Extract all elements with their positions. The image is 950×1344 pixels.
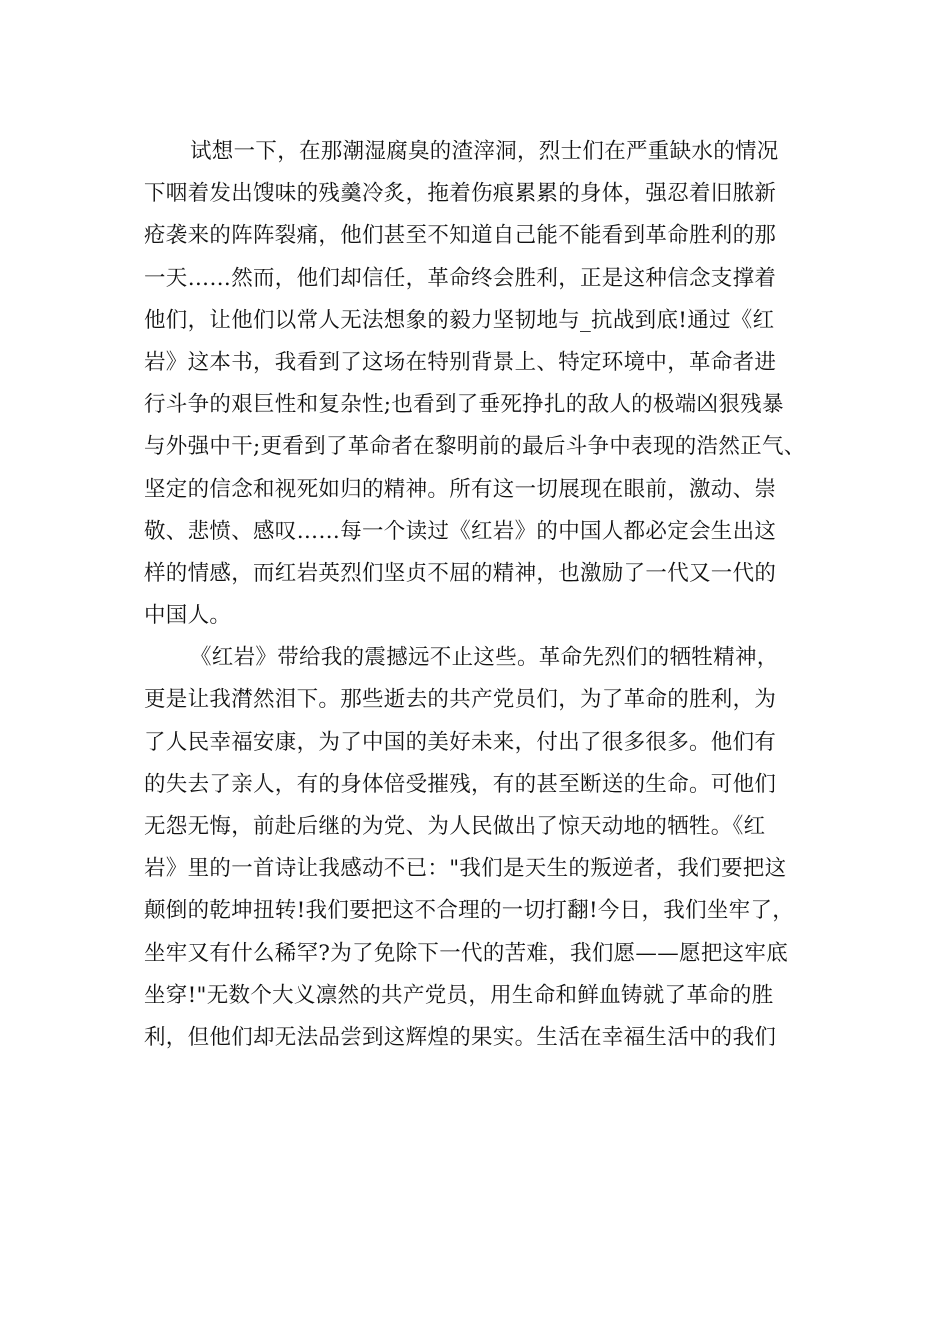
text-line: 《红岩》带给我的震撼远不止这些。革命先烈们的牺牲精神，: [190, 645, 779, 671]
text-line: 试想一下，在那潮湿腐臭的渣滓洞，烈士们在严重缺水的情况: [190, 139, 779, 164]
text-line: 行斗争的艰巨性和复杂性;也看到了垂死挣扎的敌人的极端凶狠残暴: [144, 392, 784, 418]
text-line: 岩》里的一首诗让我感动不已："我们是天生的叛逆者，我们要把这: [144, 856, 787, 882]
text-line: 的失去了亲人，有的身体倍受摧残，有的甚至断送的生命。可他们: [144, 771, 777, 797]
text-line: 了人民幸福安康，为了中国的美好未来，付出了很多很多。他们有: [144, 729, 777, 755]
text-line: 一天……然而，他们却信任，革命终会胜利，正是这种信念支撑着: [144, 265, 777, 291]
text-line: 坐牢又有什么稀罕?为了免除下一代的苦难，我们愿——愿把这牢底: [144, 940, 789, 966]
text-line: 坐穿!"无数个大义凛然的共产党员，用生命和鲜血铸就了革命的胜: [144, 982, 774, 1008]
text-line: 颠倒的乾坤扭转!我们要把这不合理的一切打翻!今日，我们坐牢了，: [144, 898, 795, 924]
text-line: 他们，让他们以常人无法想象的毅力坚韧地与_抗战到底!通过《红: [144, 307, 775, 333]
text-line: 利，但他们却无法品尝到这辉煌的果实。生活在幸福生活中的我们: [144, 1024, 777, 1050]
text-line: 疮袭来的阵阵裂痛，他们甚至不知道自己能不能看到革命胜利的那: [144, 223, 777, 249]
text-line: 坚定的信念和视死如归的精神。所有这一切展现在眼前，激动、崇: [144, 476, 777, 502]
text-line: 敬、悲愤、感叹……每一个读过《红岩》的中国人都必定会生出这: [144, 518, 777, 544]
body-text: [144, 131, 834, 1059]
text-line: 岩》这本书，我看到了这场在特别背景上、特定环境中，革命者进: [144, 349, 777, 375]
paragraph-2: [144, 637, 834, 1059]
text-line: 更是让我潸然泪下。那些逝去的共产党员们，为了革命的胜利，为: [144, 687, 777, 713]
text-line: 中国人。: [144, 603, 232, 629]
text-line: 与外强中干;更看到了革命者在黎明前的最后斗争中表现的浩然正气、: [144, 434, 806, 460]
text-line: 样的情感，而红岩英烈们坚贞不屈的精神，也激励了一代又一代的: [144, 560, 777, 586]
paragraph-1: [144, 131, 834, 637]
text-line: 下咽着发出馊味的残羹冷炙，拖着伤痕累累的身体，强忍着旧脓新: [144, 181, 777, 207]
text-line: 无怨无悔，前赴后继的为党、为人民做出了惊天动地的牺牲。《红: [144, 814, 766, 839]
